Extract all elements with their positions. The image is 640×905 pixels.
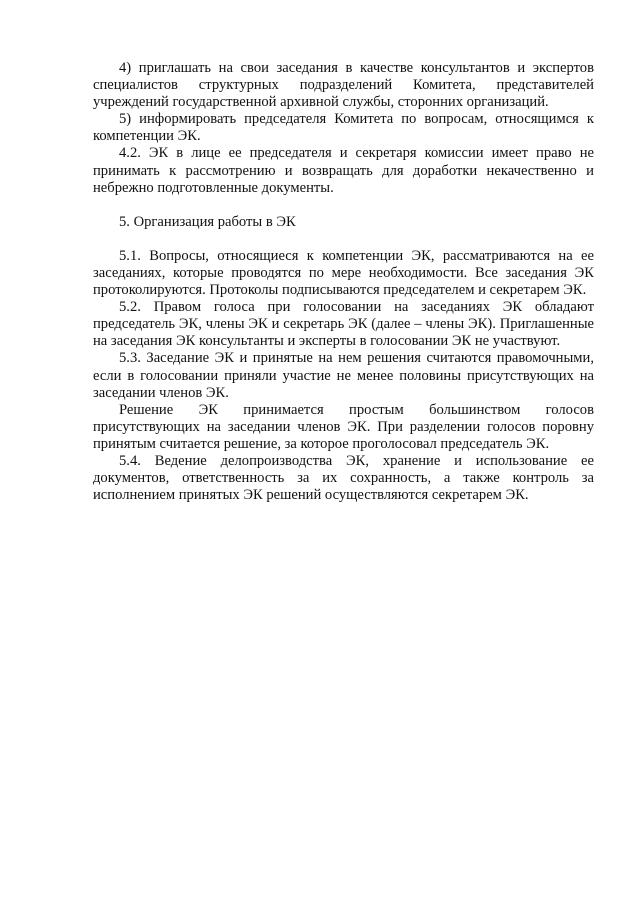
paragraph-4-2: 4.2. ЭК в лице ее председателя и секретаря комиссии имеет право не принимать к рассмотрению и возвращать для доработки некачественно и небрежно подготовленные документы. bbox=[93, 145, 594, 196]
paragraph-5-4: 5.4. Ведение делопроизводства ЭК, хранение и использование ее документов, ответственность за их сохранность, а также контроль за исполнением принятых ЭК решений осуществляются секретарем ЭК. bbox=[93, 452, 594, 504]
paragraph-item-4: 4) приглашать на свои заседания в качестве консультантов и экспертов специалистов структурных подразделений Комитета, представителей учреждений государственной архивной службы, сторонних организаций. bbox=[93, 60, 594, 111]
paragraph-item-5: 5) информировать председателя Комитета по вопросам, относящимся к компетенции ЭК. bbox=[93, 111, 594, 145]
document-page bbox=[93, 60, 594, 504]
paragraph-5-2: 5.2. Правом голоса при голосовании на заседаниях ЭК обладают председатель ЭК, члены ЭК и секретарь ЭК (далее – члены ЭК). Приглашенные на заседания ЭК консультанты и эксперты в голосовании ЭК не участвуют. bbox=[93, 299, 594, 350]
paragraph-5-1: 5.1. Вопросы, относящиеся к компетенции ЭК, рассматриваются на ее заседаниях, которые проводятся по мере необходимости. Все заседания ЭК протоколируются. Протоколы подписываются председателем и секретарем ЭК. bbox=[93, 247, 594, 299]
section-heading: 5. Организация работы в ЭК bbox=[119, 213, 296, 230]
paragraph-decision: Решение ЭК принимается простым большинством голосов присутствующих на заседании членов ЭК. При разделении голосов поровну принятым считается решение, за которое проголосовал председатель ЭК. bbox=[93, 401, 594, 452]
paragraph-5-3: 5.3. Заседание ЭК и принятые на нем решения считаются правомочными, если в голосовании приняли участие не менее половины присутствующих на заседании членов ЭК. bbox=[93, 350, 594, 401]
